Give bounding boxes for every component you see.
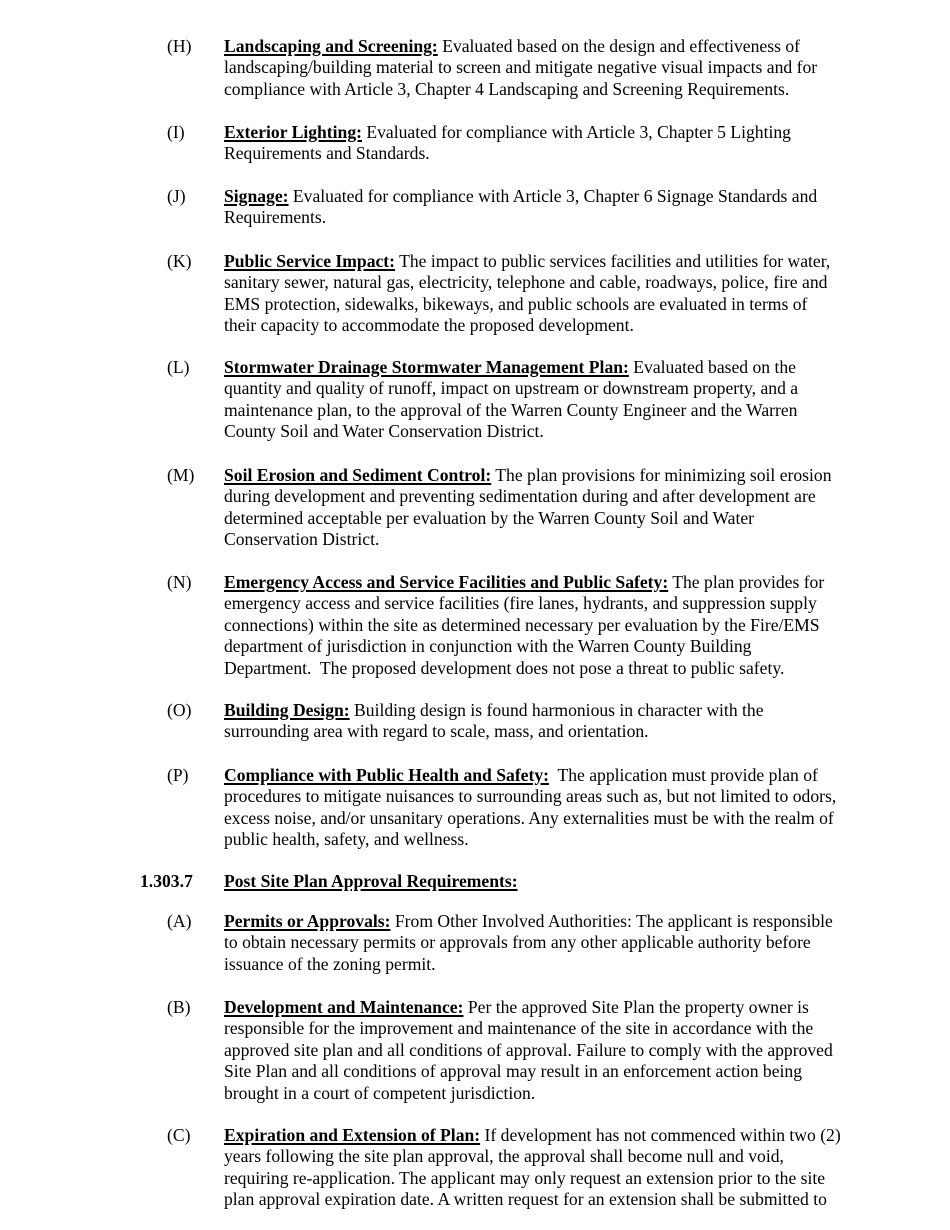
item-label: (H) [167, 36, 192, 56]
item-text: responsible for the improvement and maintenance of the site in accordance with the [224, 1018, 814, 1039]
item-text: plan approval expiration date. A written request for an extension shall be submitted to [224, 1189, 827, 1210]
item-text-line [224, 1061, 884, 1082]
item-text: public health, safety, and wellness. [224, 829, 469, 850]
item-heading: Compliance with Public Health and Safety: [224, 765, 550, 785]
item-label: (B) [167, 997, 191, 1017]
item-text: requiring re-application. The applicant may only request an extension prior to the site [224, 1167, 826, 1188]
item-text-line [224, 122, 884, 143]
item-text-line [224, 1168, 884, 1189]
item-text-line [224, 294, 884, 315]
item-heading: Public Service Impact: [224, 251, 396, 271]
item-heading: Emergency Access and Service Facilities and Public Safety: [224, 572, 669, 592]
item-heading: Signage: [224, 186, 289, 206]
item-text: Conservation District. [224, 529, 380, 550]
item-text: excess noise, and/or unsanitary operations. Any externalities must be with the realm of [224, 807, 834, 828]
section-number: 1.303.7 [140, 871, 193, 891]
item-text: Department. The proposed development does not pose a threat to public safety. [224, 657, 785, 678]
item-text: procedures to mitigate nuisances to surrounding areas such as, but not limited to odors, [224, 786, 837, 807]
item-text-line [224, 315, 884, 336]
item-text-line [224, 700, 884, 721]
item-text: compliance with Article 3, Chapter 4 Landscaping and Screening Requirements. [224, 78, 790, 99]
item-text-line [224, 251, 884, 272]
item-text-line [224, 508, 884, 529]
item-text-line [224, 79, 884, 100]
item-text-line [224, 378, 884, 399]
item-label: (C) [167, 1125, 191, 1145]
item-text-line [224, 636, 884, 657]
item-text-line [224, 911, 884, 932]
item-text-line [224, 143, 884, 164]
item-text: From Other Involved Authorities: The applicant is responsible [390, 911, 833, 931]
item-text: Requirements and Standards. [224, 143, 430, 164]
item-text: quantity and quality of runoff, impact on upstream or downstream property, and a [224, 378, 799, 399]
item-text: years following the site plan approval, the approval shall become null and void, [224, 1146, 784, 1167]
item-text: maintenance plan, to the approval of the Warren County Engineer and the Warren [224, 399, 798, 420]
item-text: landscaping/building material to screen and mitigate negative visual impacts and for [224, 57, 818, 78]
item-heading: Permits or Approvals: [224, 911, 391, 931]
item-text-line [224, 1146, 884, 1167]
item-text-line [224, 765, 884, 786]
item-text-line [224, 207, 884, 228]
item-text-line [224, 272, 884, 293]
item-label: (N) [167, 572, 192, 592]
item-text: Evaluated based on the [628, 357, 796, 377]
item-heading: Expiration and Extension of Plan: [224, 1125, 481, 1145]
item-text: If development has not commenced within two (2) [480, 1125, 841, 1145]
item-text-line [224, 529, 884, 550]
item-text-line [224, 1040, 884, 1061]
item-text-line [224, 57, 884, 78]
item-text: surrounding area with regard to scale, mass, and orientation. [224, 721, 649, 742]
item-text: brought in a court of competent jurisdiction. [224, 1082, 536, 1103]
item-label: (O) [167, 700, 192, 720]
item-text-line [224, 1189, 884, 1210]
item-text-line [224, 997, 884, 1018]
item-body [224, 997, 884, 1104]
item-label: (I) [167, 122, 185, 142]
item-text: Building design is found harmonious in character with the [349, 700, 764, 720]
item-text: County Soil and Water Conservation District. [224, 421, 544, 442]
item-text: Site Plan and all conditions of approval may result in an enforcement action being [224, 1061, 802, 1082]
item-text-line [224, 593, 884, 614]
item-body [224, 122, 884, 165]
item-heading: Landscaping and Screening: [224, 36, 438, 56]
item-text: The impact to public services facilities and utilities for water, [395, 251, 831, 271]
item-text: to obtain necessary permits or approvals from any other applicable authority before [224, 932, 811, 953]
item-text: Per the approved Site Plan the property owner is [463, 997, 809, 1017]
item-body [224, 911, 884, 975]
item-heading: Building Design: [224, 700, 350, 720]
item-body [224, 1125, 884, 1211]
item-text: The plan provisions for minimizing soil erosion [491, 465, 832, 485]
item-text: their capacity to accommodate the proposed development. [224, 315, 634, 336]
item-label: (K) [167, 251, 192, 271]
item-text: emergency access and service facilities (fire lanes, hydrants, and suppression supply [224, 593, 817, 614]
item-label: (M) [167, 465, 195, 485]
item-label: (J) [167, 186, 186, 206]
item-text-line [224, 400, 884, 421]
item-label: (P) [167, 765, 189, 785]
item-text-line [224, 1018, 884, 1039]
item-label: (A) [167, 911, 192, 931]
item-text: The plan provides for [668, 572, 825, 592]
item-body [224, 765, 884, 851]
item-body [224, 36, 884, 100]
item-text-line [224, 615, 884, 636]
item-text-line [224, 786, 884, 807]
item-text-line [224, 465, 884, 486]
item-text: Evaluated for compliance with Article 3, Chapter 6 Signage Standards and [288, 186, 818, 206]
item-text: sanitary sewer, natural gas, electricity, telephone and cable, roadways, police, fire and [224, 272, 828, 293]
item-heading: Stormwater Drainage Stormwater Management Plan: [224, 357, 629, 377]
item-heading: Development and Maintenance: [224, 997, 464, 1017]
item-text: issuance of the zoning permit. [224, 953, 436, 974]
item-text-line [224, 357, 884, 378]
item-text-line [224, 1083, 884, 1104]
item-text-line [224, 421, 884, 442]
item-text-line [224, 186, 884, 207]
item-text-line [224, 658, 884, 679]
item-body [224, 251, 884, 337]
item-body [224, 700, 884, 743]
item-text: during development and preventing sedimentation during and after development are [224, 486, 816, 507]
item-text: approved site plan and all conditions of approval. Failure to comply with the approved [224, 1039, 833, 1060]
item-text: The application must provide plan of [549, 765, 818, 785]
item-text: department of jurisdiction in conjunction with the Warren County Building [224, 636, 752, 657]
item-text-line [224, 36, 884, 57]
item-text-line [224, 486, 884, 507]
item-body [224, 357, 884, 443]
item-text: determined acceptable per evaluation by the Warren County Soil and Water [224, 507, 755, 528]
item-text-line [224, 572, 884, 593]
item-body [224, 186, 884, 229]
item-text: Evaluated for compliance with Article 3, Chapter 5 Lighting [361, 122, 791, 142]
item-label: (L) [167, 357, 190, 377]
item-text-line [224, 1125, 884, 1146]
item-heading: Soil Erosion and Sediment Control: [224, 465, 492, 485]
item-text-line [224, 954, 884, 975]
item-text: Evaluated based on the design and effectiveness of [437, 36, 800, 56]
item-text: Requirements. [224, 207, 327, 228]
item-body [224, 465, 884, 551]
item-text-line [224, 808, 884, 829]
item-heading: Exterior Lighting: [224, 122, 362, 142]
item-text: connections) within the site as determined necessary per evaluation by the Fire/EMS [224, 614, 820, 635]
section-title: Post Site Plan Approval Requirements: [224, 871, 518, 891]
item-text-line [224, 829, 884, 850]
item-text-line [224, 932, 884, 953]
item-text-line [224, 721, 884, 742]
item-text: EMS protection, sidewalks, bikeways, and public schools are evaluated in terms of [224, 293, 808, 314]
item-body [224, 572, 884, 679]
